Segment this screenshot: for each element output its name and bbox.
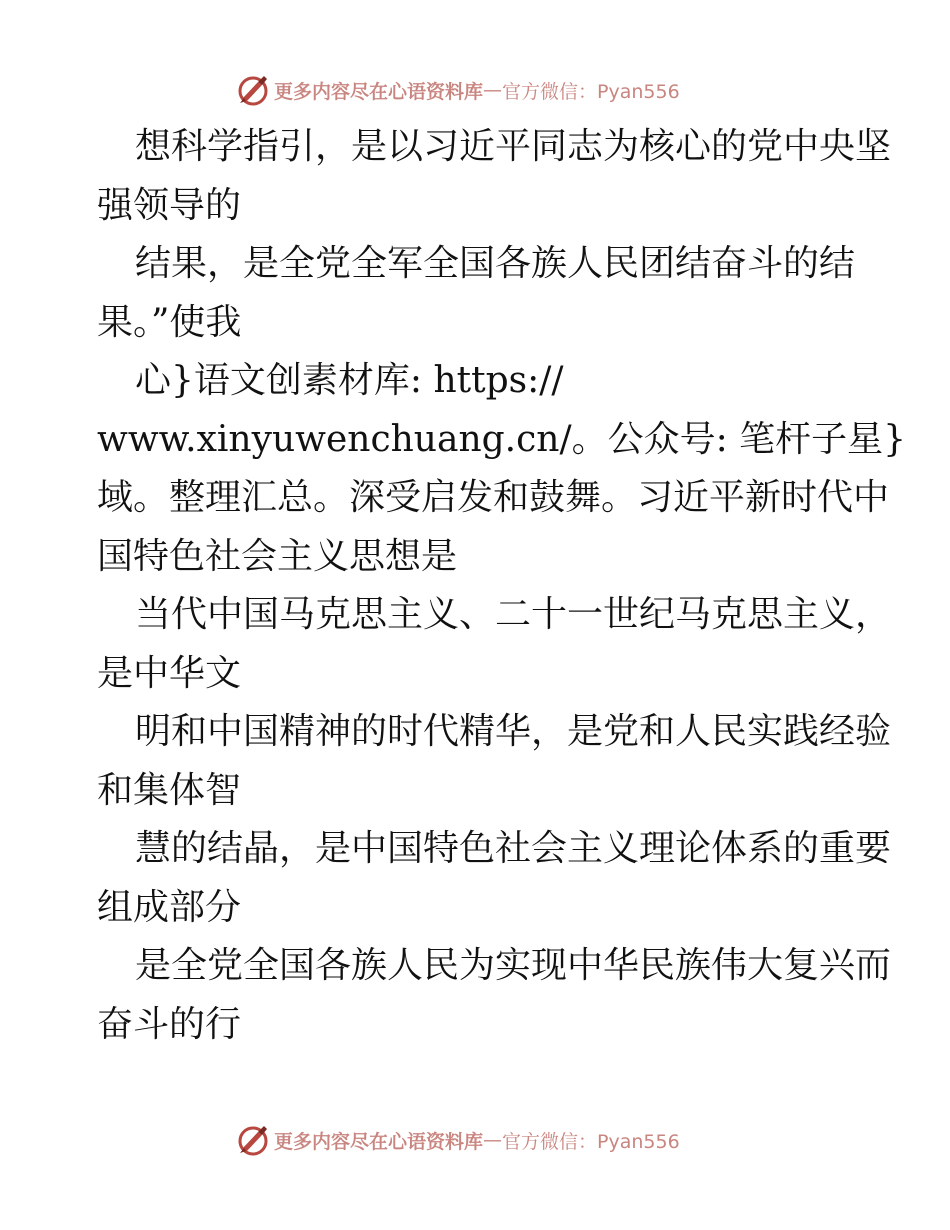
banner-contact: 官方微信：Pyan556	[502, 1130, 680, 1153]
text-line: 域。整理汇总。深受启发和鼓舞。习近平新时代中	[97, 477, 890, 518]
text-line: 是中华文	[97, 652, 242, 694]
text-line: 和集体智	[97, 769, 242, 811]
banner-separator: —	[483, 1129, 503, 1151]
footer-banner	[236, 1122, 680, 1158]
banner-text: 更多内容尽在心语资料库	[274, 80, 484, 103]
text-line: www.xinyuwenchuang.cn/。公众号: 笔杆子星}	[97, 418, 907, 460]
text-line: 组成部分	[97, 886, 242, 928]
text-line: 想科学指引，是以习近平同志为核心的党中央坚	[135, 126, 892, 167]
text-line: 果。”使我	[97, 301, 242, 343]
pen-logo-icon	[236, 73, 270, 107]
text-line: 心}语文创素材库: https://	[135, 360, 564, 401]
banner-separator: —	[483, 79, 503, 101]
document-body	[97, 118, 917, 1054]
text-line: 明和中国精神的时代精华，是党和人民实践经验	[135, 711, 892, 752]
banner-text: 更多内容尽在心语资料库	[274, 1130, 484, 1153]
text-line: 结果，是全党全军全国各族人民团结奋斗的结	[135, 243, 856, 284]
text-line: 奋斗的行	[97, 1003, 242, 1045]
text-line: 强领导的	[97, 184, 242, 226]
text-line: 是全党全国各族人民为实现中华民族伟大复兴而	[135, 945, 892, 986]
pen-logo-icon	[236, 1123, 270, 1157]
header-banner	[236, 72, 680, 108]
text-line: 慧的结晶，是中国特色社会主义理论体系的重要	[135, 828, 892, 869]
text-line: 国特色社会主义思想是	[97, 535, 458, 577]
banner-contact: 官方微信：Pyan556	[502, 80, 680, 103]
text-line: 当代中国马克思主义、二十一世纪马克思主义，	[135, 594, 892, 635]
